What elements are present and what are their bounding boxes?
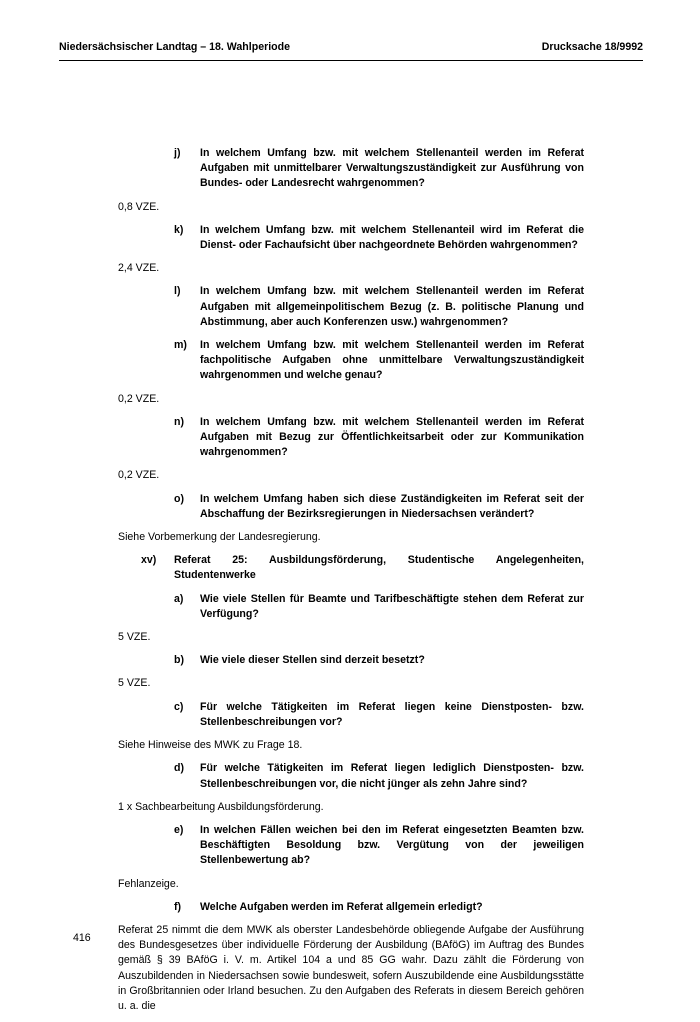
page-header bbox=[59, 38, 643, 61]
answer-text: 2,4 VZE. bbox=[118, 262, 160, 275]
section-heading bbox=[118, 553, 584, 583]
item-label: c) bbox=[174, 700, 184, 713]
question-item bbox=[118, 492, 584, 522]
item-label: a) bbox=[174, 592, 184, 605]
item-label: xv) bbox=[141, 554, 157, 567]
question-text: Für welche Tätigkeiten im Referat liegen keine Dienstposten- bzw. Stellenbeschreibungen vor? bbox=[200, 700, 584, 728]
question-item bbox=[118, 900, 584, 915]
question-item bbox=[118, 700, 584, 730]
answer-text: Siehe Vorbemerkung der Landesregierung. bbox=[118, 531, 321, 544]
question-item bbox=[118, 592, 584, 622]
question-text: Wie viele Stellen für Beamte und Tarifbeschäftigte stehen dem Referat zur Verfügung? bbox=[200, 592, 584, 620]
question-item bbox=[118, 338, 584, 384]
question-text: In welchem Umfang bzw. mit welchem Stellenanteil werden im Referat fachpolitische Aufgaben ohne unmittelbare Verwaltungszuständigkeit wahrgenommen und welche genau? bbox=[200, 339, 584, 382]
question-text: Referat 25: Ausbildungsförderung, Studentische Angelegenheiten, Studentenwerke bbox=[174, 554, 584, 582]
answer-text: 0,2 VZE. bbox=[118, 469, 160, 482]
question-text: In welchem Umfang bzw. mit welchem Stellenanteil wird im Referat die Dienst- oder Fachaufsicht über nachgeordnete Behörden wahrgenommen? bbox=[200, 223, 584, 252]
question-text: Welche Aufgaben werden im Referat allgemein erledigt? bbox=[200, 900, 483, 913]
answer-text: 0,8 VZE. bbox=[118, 200, 160, 213]
answer-text: 0,2 VZE. bbox=[118, 392, 160, 405]
question-text: In welchem Umfang haben sich diese Zuständigkeiten im Referat seit der Abschaffung der Bezirksregierungen in Niedersachsen verändert? bbox=[200, 492, 584, 520]
page-number: 416 bbox=[73, 932, 91, 944]
question-item bbox=[118, 284, 584, 330]
answer-text: 5 VZE. bbox=[118, 631, 151, 644]
question-text: In welchem Umfang bzw. mit welchem Stellenanteil werden im Referat Aufgaben mit Bezug zur Öffentlichkeitsarbeit oder zur Kommunikation wahrgenommen? bbox=[200, 415, 584, 459]
item-label: n) bbox=[174, 415, 184, 428]
question-item bbox=[118, 823, 584, 869]
item-label: b) bbox=[174, 654, 184, 667]
item-label: d) bbox=[174, 762, 184, 775]
question-text: In welchen Fällen weichen bei den im Referat eingesetzten Beamten bzw. Beschäftigten Besoldung bzw. Vergütung von der jeweiligen Stellenbewertung ab? bbox=[200, 823, 584, 867]
item-label: k) bbox=[174, 223, 184, 236]
answer-text: 1 x Sachbearbeitung Ausbildungsförderung. bbox=[118, 800, 324, 813]
item-label: j) bbox=[174, 147, 181, 159]
question-item bbox=[118, 415, 584, 461]
document-body bbox=[118, 146, 584, 1022]
question-text: In welchem Umfang bzw. mit welchem Stellenanteil werden im Referat Aufgaben mit unmittelbarer Verwaltungszuständigkeit zur Ausführung von Bundes- oder Landesrecht wahrgenommen? bbox=[200, 147, 584, 190]
header-title: Niedersächsischer Landtag – 18. Wahlperiode bbox=[59, 41, 290, 53]
answer-text: Referat 25 nimmt die dem MWK als oberster Landesbehörde obliegende Aufgabe der Ausführung des Bundesgesetzes über individuelle Förderung der Ausbildung (BAföG) im Auftrag des Bundes gemäß § 39 BAföG i. V. m. Artikel 104 a und 85 GG wahr. Dazu zählt die Förderung von Auszubildenden in Niedersachsen sowie bundesweit, sofern Auszubildende eine Ausbildungsstätte in Großbritannien oder Irland besuchen. Zu den Aufgaben des Referats in diesem Bereich gehören u. a. die bbox=[118, 923, 584, 1012]
question-item bbox=[118, 223, 584, 253]
question-item bbox=[118, 761, 584, 791]
question-text: Wie viele dieser Stellen sind derzeit besetzt? bbox=[200, 654, 425, 667]
item-label: m) bbox=[174, 339, 187, 352]
item-label: f) bbox=[174, 900, 182, 913]
question-text: Für welche Tätigkeiten im Referat liegen lediglich Dienstposten- bzw. Stellenbeschreibungen vor, die nicht jünger als zehn Jahre sind? bbox=[200, 762, 584, 790]
item-label: o) bbox=[174, 492, 184, 505]
question-item bbox=[118, 146, 584, 192]
item-label: e) bbox=[174, 823, 184, 836]
answer-text: Siehe Hinweise des MWK zu Frage 18. bbox=[118, 739, 303, 752]
answer-text: Fehlanzeige. bbox=[118, 877, 179, 890]
answer-text: 5 VZE. bbox=[118, 677, 151, 690]
question-item bbox=[118, 653, 584, 668]
question-text: In welchem Umfang bzw. mit welchem Stellenanteil werden im Referat Aufgaben mit allgemeinpolitischem Bezug (z. B. politische Planung und Abstimmung, aber auch Konferenzen usw.) wahrgenommen? bbox=[200, 285, 584, 328]
document-number: Drucksache 18/9992 bbox=[541, 41, 643, 53]
item-label: l) bbox=[174, 285, 181, 298]
